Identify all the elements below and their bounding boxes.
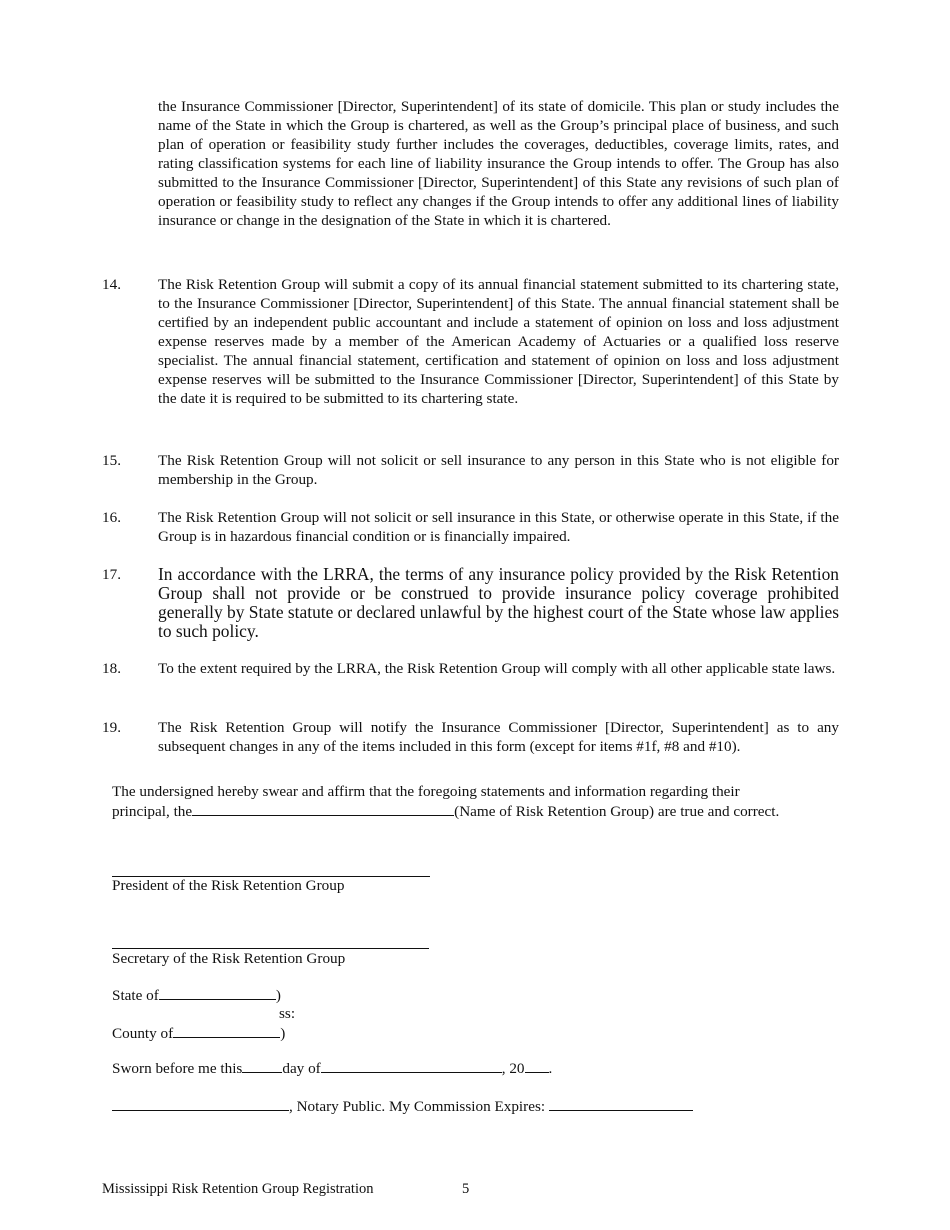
rrg-name-blank[interactable] bbox=[192, 801, 454, 816]
sworn-prefix: Sworn before me this bbox=[112, 1060, 243, 1077]
item-number: 15. bbox=[102, 452, 121, 469]
county-of-line bbox=[112, 1023, 285, 1043]
continuation-paragraph: the Insurance Commissioner [Director, Superintendent] of its state of domicile. This plan or study includes the name of the State in which the Group is chartered, as well as the Group’s principal place of business, and such plan of operation or feasibility study further includes the coverages, deductibles, coverage limits, rates, and rating classification systems for each line of liability insurance the Group intends to offer. The Group has also submitted to the Insurance Commissioner [Director, Superintendent] of this State any revisions of such plan of operation or feasibility study to reflect any changes if the Group intends to offer any additional lines of liability insurance or change in the designation of the State in which it is chartered. bbox=[158, 98, 839, 229]
item-text: The Risk Retention Group will not solicit or sell insurance to any person in this State who is not eligible for membership in the Group. bbox=[158, 452, 839, 488]
notary-line bbox=[112, 1096, 693, 1116]
county-blank[interactable] bbox=[173, 1023, 280, 1038]
affirmation-line-2 bbox=[112, 801, 779, 821]
item-text: The Risk Retention Group will not solicit or sell insurance in this State, or otherwise operate in this State, if the Group is in hazardous financial condition or is financially impaired. bbox=[158, 509, 839, 545]
secretary-label: Secretary of the Risk Retention Group bbox=[112, 950, 346, 967]
item-number: 18. bbox=[102, 660, 121, 677]
page-number: 5 bbox=[462, 1181, 470, 1197]
state-label: State of bbox=[112, 987, 159, 1004]
notary-name-blank[interactable] bbox=[112, 1096, 289, 1111]
sworn-end: . bbox=[548, 1060, 553, 1077]
footer-title: Mississippi Risk Retention Group Registration bbox=[102, 1181, 374, 1197]
affirmation-line-1: The undersigned hereby swear and affirm that the foregoing statements and information regarding their bbox=[112, 783, 740, 800]
item-text: The Risk Retention Group will submit a copy of its annual financial statement submitted to its chartering state, to the Insurance Commissioner [Director, Superintendent] of this State. The annual financial statement shall be certified by an independent public accountant and include a statement of opinion on loss and loss adjustment expense reserves made by a member of the American Academy of Actuaries or a qualified loss reserve specialist. The annual financial statement, certification and statement of opinion on loss and loss adjustment expense reserves will be submitted to the Insurance Commissioner [Director, Superintendent] of this State by the date it is required to be submitted to its chartering state. bbox=[158, 276, 839, 407]
commission-expires-blank[interactable] bbox=[549, 1096, 693, 1111]
sworn-day-of: day of bbox=[282, 1060, 321, 1077]
sworn-line bbox=[112, 1058, 552, 1078]
paren: ) bbox=[275, 987, 281, 1004]
president-label: President of the Risk Retention Group bbox=[112, 877, 345, 894]
item-number: 19. bbox=[102, 719, 121, 736]
item-number: 16. bbox=[102, 509, 121, 526]
state-of-line bbox=[112, 985, 281, 1005]
sworn-year: , 20 bbox=[501, 1060, 525, 1077]
item-text: The Risk Retention Group will notify the Insurance Commissioner [Director, Superintendent] as to any subsequent changes in any of the items included in this form (except for items #1f, #8 and #10). bbox=[158, 719, 839, 755]
affirmation-prefix: principal, the bbox=[112, 803, 193, 820]
affirmation-suffix: (Name of Risk Retention Group) are true and correct. bbox=[454, 803, 780, 820]
ss-label: ss: bbox=[279, 1005, 296, 1022]
notary-text: , Notary Public. My Commission Expires: bbox=[289, 1098, 546, 1115]
item-number: 17. bbox=[102, 566, 121, 583]
year-blank[interactable] bbox=[525, 1058, 549, 1073]
county-label: County of bbox=[112, 1025, 174, 1042]
item-text: To the extent required by the LRRA, the Risk Retention Group will comply with all other applicable state laws. bbox=[158, 660, 836, 677]
state-blank[interactable] bbox=[159, 985, 276, 1000]
day-blank[interactable] bbox=[242, 1058, 282, 1073]
paren: ) bbox=[280, 1025, 286, 1042]
month-blank[interactable] bbox=[321, 1058, 502, 1073]
item-text: In accordance with the LRRA, the terms of any insurance policy provided by the Risk Retention Group shall not provide or be construed to provide insurance policy coverage prohibited generally by State statute or declared unlawful by the highest court of the State whose law applies to such policy. bbox=[158, 564, 839, 641]
item-number: 14. bbox=[102, 276, 121, 293]
